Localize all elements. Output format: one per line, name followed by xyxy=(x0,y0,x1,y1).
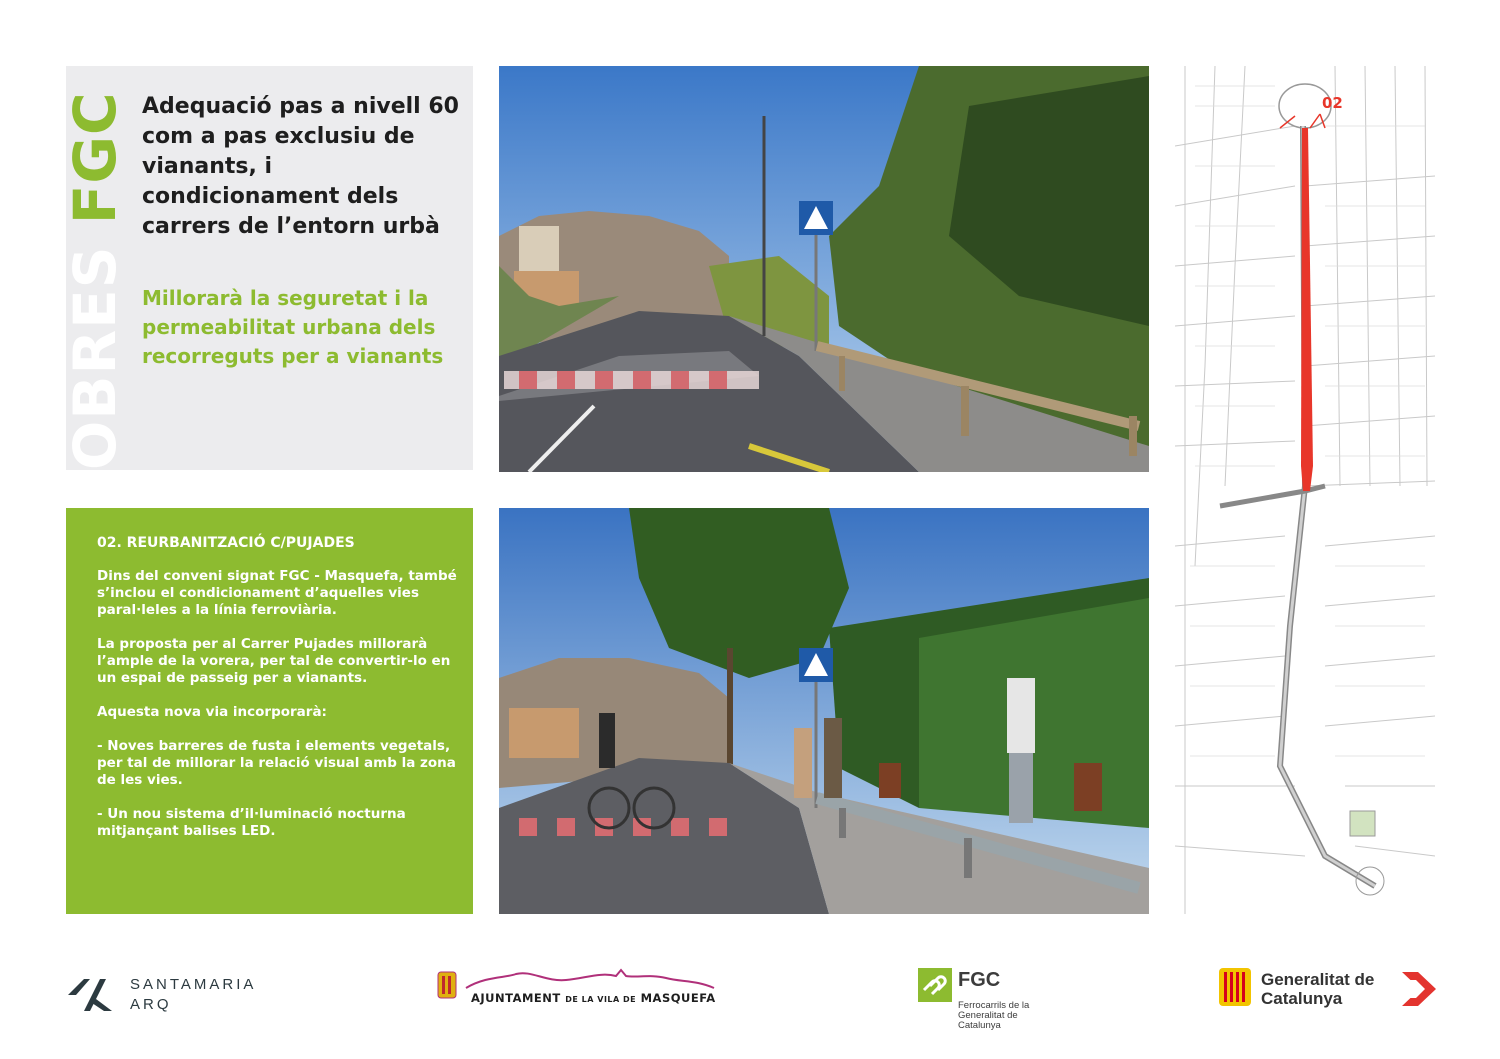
site-map-drawing xyxy=(1175,66,1435,914)
page-subtitle: Millorarà la seguretat i la permeabilitat urbana dels recorreguts per a vianants xyxy=(142,286,444,368)
site-map xyxy=(1175,66,1435,914)
info-paragraph-3: Aquesta nova via incorporarà: xyxy=(97,704,327,720)
chevron-right-drawing xyxy=(1398,970,1438,1008)
fgc-sub: Ferrocarrils de la Generalitat de Catalunya xyxy=(958,1000,1030,1031)
ajuntament-word-3: MASQUEFA xyxy=(640,991,716,1005)
generalitat-flag-icon xyxy=(1219,968,1251,1006)
chevron-right-icon xyxy=(1398,970,1438,1008)
generalitat-emblem xyxy=(1219,968,1251,1006)
ajuntament-word-2: DE LA VILA DE xyxy=(565,995,637,1004)
fgc-logo-icon xyxy=(918,968,952,1002)
info-paragraph-2: La proposta per al Carrer Pujades millorarà l’ample de la vorera, per tal de convertir-lo en un espai de passeig per a vianants. xyxy=(97,636,451,686)
ajuntament-text xyxy=(471,991,716,1005)
ajuntament-word-1: AJUNTAMENT xyxy=(471,991,561,1005)
info-panel xyxy=(66,508,473,914)
generalitat-name: Generalitat de Catalunya xyxy=(1261,970,1375,1008)
info-content xyxy=(97,535,467,857)
info-bullet-2: - Un nou sistema d’il·luminació nocturna mitjançant balises LED. xyxy=(97,806,406,839)
info-heading: 02. REURBANITZACIÓ C/PUJADES xyxy=(97,535,355,551)
photo-existing-street xyxy=(499,66,1149,472)
santamaria-logo-icon xyxy=(66,977,114,1013)
vertical-label-obres: OBRES xyxy=(61,245,129,470)
fgc-name: FGC xyxy=(958,969,1001,991)
vertical-label-fgc: FGC xyxy=(61,91,129,225)
info-paragraph-1: Dins del conveni signat FGC - Masquefa, també s’inclou el condicionament d’aquelles vies paral·leles a la línia ferroviària. xyxy=(97,568,457,618)
santamaria-logo-mark xyxy=(66,977,114,1013)
fgc-logo-mark xyxy=(918,968,952,1002)
page-title: Adequació pas a nivell 60 com a pas exclusiu de vianants, i condicionament dels carrers de l’entorn urbà xyxy=(142,94,459,239)
photo-existing-drawing xyxy=(499,66,1149,472)
map-marker-label: 02 xyxy=(1322,94,1343,112)
santamaria-sub: ARQ xyxy=(130,996,172,1013)
santamaria-name: SANTAMARIA xyxy=(130,976,257,993)
photo-proposal-render xyxy=(499,508,1149,914)
info-bullet-1: - Noves barreres de fusta i elements vegetals, per tal de millorar la relació visual amb la zona de les vies. xyxy=(97,738,456,788)
vertical-label xyxy=(61,66,129,470)
photo-proposal-drawing xyxy=(499,508,1149,914)
